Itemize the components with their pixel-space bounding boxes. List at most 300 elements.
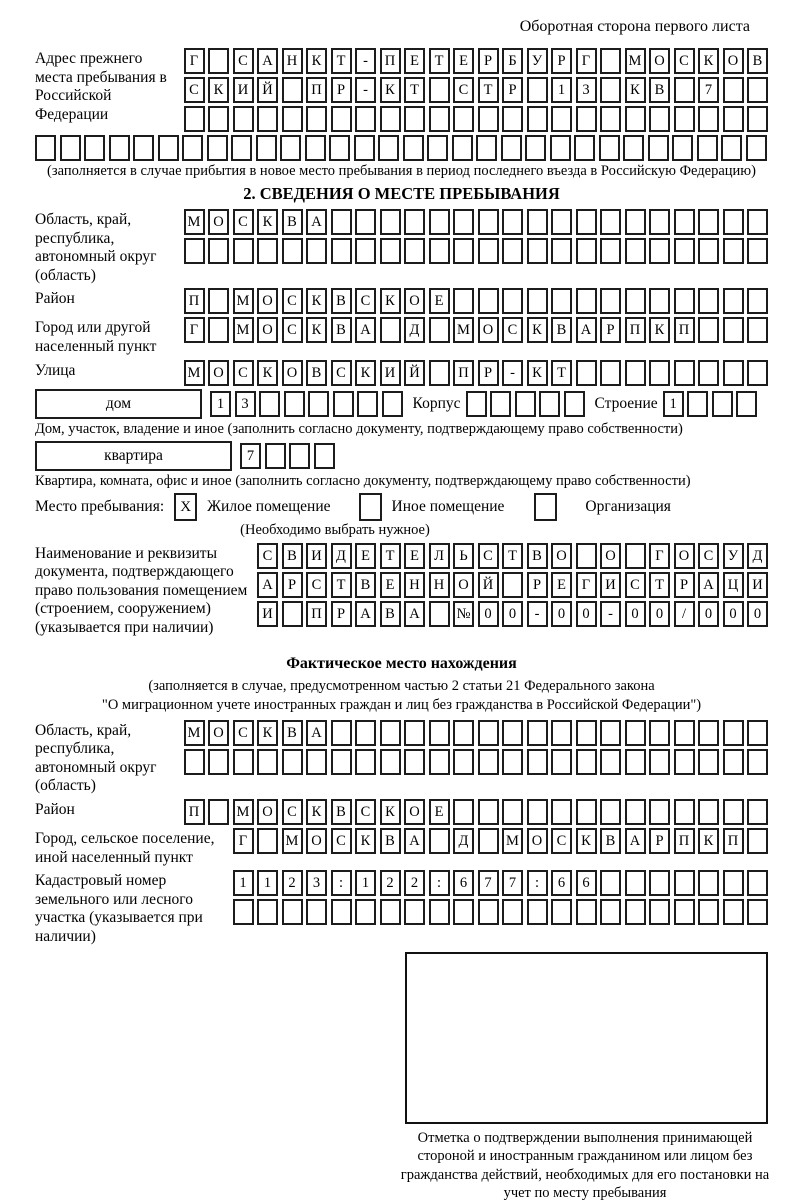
- char-box[interactable]: Т: [331, 572, 352, 598]
- char-box[interactable]: 0: [723, 601, 744, 627]
- char-box[interactable]: 1: [551, 77, 572, 103]
- char-box[interactable]: О: [674, 543, 695, 569]
- char-box[interactable]: [674, 238, 695, 264]
- char-box[interactable]: С: [625, 572, 646, 598]
- char-box[interactable]: [404, 899, 425, 925]
- char-box[interactable]: [380, 106, 401, 132]
- char-box[interactable]: П: [380, 48, 401, 74]
- char-box[interactable]: С: [306, 572, 327, 598]
- char-box[interactable]: С: [355, 799, 376, 825]
- char-box[interactable]: [747, 317, 768, 343]
- char-box[interactable]: Д: [331, 543, 352, 569]
- char-box[interactable]: [355, 749, 376, 775]
- char-box[interactable]: Р: [478, 48, 499, 74]
- char-box[interactable]: [502, 288, 523, 314]
- char-box[interactable]: 0: [698, 601, 719, 627]
- char-box[interactable]: С: [502, 317, 523, 343]
- char-box[interactable]: [698, 899, 719, 925]
- char-box[interactable]: А: [257, 48, 278, 74]
- char-box[interactable]: 7: [240, 443, 261, 469]
- char-box[interactable]: [289, 443, 310, 469]
- char-box[interactable]: О: [404, 799, 425, 825]
- char-box[interactable]: 0: [625, 601, 646, 627]
- char-box[interactable]: И: [233, 77, 254, 103]
- char-box[interactable]: [649, 799, 670, 825]
- char-box[interactable]: [723, 238, 744, 264]
- char-box[interactable]: [674, 288, 695, 314]
- char-box[interactable]: [600, 749, 621, 775]
- char-box[interactable]: [723, 77, 744, 103]
- char-box[interactable]: Г: [184, 317, 205, 343]
- char-box[interactable]: Р: [502, 77, 523, 103]
- char-box[interactable]: А: [306, 209, 327, 235]
- char-box[interactable]: О: [649, 48, 670, 74]
- char-box[interactable]: С: [478, 543, 499, 569]
- char-box[interactable]: [478, 899, 499, 925]
- char-box[interactable]: У: [723, 543, 744, 569]
- char-box[interactable]: Т: [649, 572, 670, 598]
- char-box[interactable]: С: [282, 288, 303, 314]
- char-box[interactable]: [478, 720, 499, 746]
- char-box[interactable]: Й: [404, 360, 425, 386]
- char-box[interactable]: В: [527, 543, 548, 569]
- char-box[interactable]: [380, 899, 401, 925]
- char-box[interactable]: [282, 749, 303, 775]
- char-box[interactable]: 7: [478, 870, 499, 896]
- char-box[interactable]: П: [625, 317, 646, 343]
- char-box[interactable]: А: [404, 828, 425, 854]
- char-box[interactable]: [649, 360, 670, 386]
- char-box[interactable]: 3: [576, 77, 597, 103]
- char-box[interactable]: В: [649, 77, 670, 103]
- char-box[interactable]: [282, 899, 303, 925]
- char-box[interactable]: [698, 209, 719, 235]
- char-box[interactable]: В: [282, 720, 303, 746]
- char-box[interactable]: [747, 870, 768, 896]
- char-box[interactable]: [723, 799, 744, 825]
- char-box[interactable]: [576, 799, 597, 825]
- char-box[interactable]: [551, 209, 572, 235]
- char-box[interactable]: [625, 899, 646, 925]
- char-box[interactable]: [429, 720, 450, 746]
- char-box[interactable]: [257, 238, 278, 264]
- char-box[interactable]: [331, 749, 352, 775]
- char-box[interactable]: [380, 317, 401, 343]
- char-box[interactable]: С: [355, 288, 376, 314]
- char-box[interactable]: [527, 799, 548, 825]
- char-box[interactable]: П: [306, 601, 327, 627]
- char-box[interactable]: [736, 391, 757, 417]
- char-box[interactable]: [404, 749, 425, 775]
- char-box[interactable]: :: [331, 870, 352, 896]
- char-box[interactable]: [453, 899, 474, 925]
- char-box[interactable]: В: [355, 572, 376, 598]
- char-box[interactable]: Р: [331, 77, 352, 103]
- char-box[interactable]: Т: [380, 543, 401, 569]
- char-box[interactable]: [527, 288, 548, 314]
- char-box[interactable]: [723, 106, 744, 132]
- checkbox-other-premises[interactable]: [359, 493, 382, 521]
- char-box[interactable]: :: [527, 870, 548, 896]
- char-box[interactable]: [331, 238, 352, 264]
- char-box[interactable]: О: [551, 543, 572, 569]
- char-box[interactable]: Н: [429, 572, 450, 598]
- char-box[interactable]: Й: [478, 572, 499, 598]
- char-box[interactable]: [527, 238, 548, 264]
- char-box[interactable]: [265, 443, 286, 469]
- char-box[interactable]: К: [625, 77, 646, 103]
- char-box[interactable]: [551, 238, 572, 264]
- char-box[interactable]: [306, 749, 327, 775]
- char-box[interactable]: [698, 288, 719, 314]
- char-box[interactable]: К: [355, 360, 376, 386]
- char-box[interactable]: М: [282, 828, 303, 854]
- char-box[interactable]: А: [257, 572, 278, 598]
- char-box[interactable]: Н: [282, 48, 303, 74]
- char-box[interactable]: [625, 106, 646, 132]
- char-box[interactable]: Г: [649, 543, 670, 569]
- char-box[interactable]: К: [306, 288, 327, 314]
- char-box[interactable]: [625, 360, 646, 386]
- char-box[interactable]: [625, 870, 646, 896]
- char-box[interactable]: [478, 799, 499, 825]
- char-box[interactable]: [747, 720, 768, 746]
- char-box[interactable]: [551, 288, 572, 314]
- char-box[interactable]: [355, 899, 376, 925]
- char-box[interactable]: [747, 209, 768, 235]
- char-box[interactable]: С: [184, 77, 205, 103]
- char-box[interactable]: [355, 720, 376, 746]
- char-box[interactable]: [674, 899, 695, 925]
- char-box[interactable]: И: [380, 360, 401, 386]
- char-box[interactable]: В: [306, 360, 327, 386]
- char-box[interactable]: [208, 106, 229, 132]
- char-box[interactable]: Е: [453, 48, 474, 74]
- char-box[interactable]: [747, 360, 768, 386]
- char-box[interactable]: [599, 135, 620, 161]
- char-box[interactable]: [600, 288, 621, 314]
- char-box[interactable]: [600, 106, 621, 132]
- char-box[interactable]: [625, 799, 646, 825]
- char-box[interactable]: Ь: [453, 543, 474, 569]
- char-box[interactable]: О: [257, 799, 278, 825]
- char-box[interactable]: [674, 799, 695, 825]
- char-box[interactable]: П: [723, 828, 744, 854]
- char-box[interactable]: О: [723, 48, 744, 74]
- char-box[interactable]: [502, 799, 523, 825]
- char-box[interactable]: 1: [355, 870, 376, 896]
- char-box[interactable]: В: [331, 288, 352, 314]
- char-box[interactable]: [282, 106, 303, 132]
- char-box[interactable]: [490, 391, 511, 417]
- char-box[interactable]: [453, 288, 474, 314]
- char-box[interactable]: [314, 443, 335, 469]
- char-box[interactable]: [551, 799, 572, 825]
- char-box[interactable]: [158, 135, 179, 161]
- char-box[interactable]: [453, 209, 474, 235]
- char-box[interactable]: Т: [551, 360, 572, 386]
- char-box[interactable]: [403, 135, 424, 161]
- char-box[interactable]: Г: [576, 48, 597, 74]
- char-box[interactable]: [282, 77, 303, 103]
- char-box[interactable]: Л: [429, 543, 450, 569]
- char-box[interactable]: [429, 238, 450, 264]
- char-box[interactable]: [280, 135, 301, 161]
- char-box[interactable]: [453, 720, 474, 746]
- char-box[interactable]: 3: [306, 870, 327, 896]
- char-box[interactable]: [747, 238, 768, 264]
- char-box[interactable]: П: [453, 360, 474, 386]
- char-box[interactable]: К: [257, 720, 278, 746]
- char-box[interactable]: [502, 209, 523, 235]
- char-box[interactable]: [723, 870, 744, 896]
- char-box[interactable]: Р: [527, 572, 548, 598]
- char-box[interactable]: [502, 238, 523, 264]
- char-box[interactable]: [429, 317, 450, 343]
- char-box[interactable]: 6: [576, 870, 597, 896]
- char-box[interactable]: [380, 238, 401, 264]
- char-box[interactable]: Е: [429, 799, 450, 825]
- char-box[interactable]: [208, 799, 229, 825]
- char-box[interactable]: И: [747, 572, 768, 598]
- char-box[interactable]: Т: [331, 48, 352, 74]
- char-box[interactable]: [60, 135, 81, 161]
- char-box[interactable]: [649, 870, 670, 896]
- char-box[interactable]: [551, 899, 572, 925]
- char-box[interactable]: 3: [235, 391, 256, 417]
- char-box[interactable]: [674, 720, 695, 746]
- char-box[interactable]: С: [233, 48, 254, 74]
- char-box[interactable]: [672, 135, 693, 161]
- char-box[interactable]: [257, 106, 278, 132]
- char-box[interactable]: В: [551, 317, 572, 343]
- char-box[interactable]: [478, 288, 499, 314]
- char-box[interactable]: 0: [747, 601, 768, 627]
- char-box[interactable]: А: [576, 317, 597, 343]
- char-box[interactable]: О: [257, 288, 278, 314]
- char-box[interactable]: 2: [380, 870, 401, 896]
- char-box[interactable]: [429, 601, 450, 627]
- char-box[interactable]: [649, 749, 670, 775]
- char-box[interactable]: И: [306, 543, 327, 569]
- char-box[interactable]: [133, 135, 154, 161]
- char-box[interactable]: №: [453, 601, 474, 627]
- char-box[interactable]: [257, 899, 278, 925]
- char-box[interactable]: К: [306, 317, 327, 343]
- char-box[interactable]: [453, 799, 474, 825]
- char-box[interactable]: [502, 106, 523, 132]
- char-box[interactable]: Р: [478, 360, 499, 386]
- char-box[interactable]: [331, 106, 352, 132]
- char-box[interactable]: К: [527, 317, 548, 343]
- char-box[interactable]: [305, 135, 326, 161]
- char-box[interactable]: [576, 360, 597, 386]
- char-box[interactable]: [551, 720, 572, 746]
- char-box[interactable]: С: [551, 828, 572, 854]
- char-box[interactable]: [355, 106, 376, 132]
- char-box[interactable]: [308, 391, 329, 417]
- char-box[interactable]: [257, 828, 278, 854]
- char-box[interactable]: [625, 720, 646, 746]
- char-box[interactable]: [306, 899, 327, 925]
- char-box[interactable]: [550, 135, 571, 161]
- char-box[interactable]: [501, 135, 522, 161]
- char-box[interactable]: К: [576, 828, 597, 854]
- char-box[interactable]: 0: [478, 601, 499, 627]
- char-box[interactable]: [649, 106, 670, 132]
- char-box[interactable]: 1: [257, 870, 278, 896]
- char-box[interactable]: [453, 238, 474, 264]
- char-box[interactable]: [698, 106, 719, 132]
- char-box[interactable]: Е: [404, 543, 425, 569]
- char-box[interactable]: [233, 899, 254, 925]
- checkbox-organization[interactable]: [534, 493, 557, 521]
- char-box[interactable]: О: [208, 720, 229, 746]
- char-box[interactable]: [452, 135, 473, 161]
- char-box[interactable]: А: [698, 572, 719, 598]
- char-box[interactable]: [576, 749, 597, 775]
- char-box[interactable]: П: [674, 317, 695, 343]
- char-box[interactable]: [466, 391, 487, 417]
- char-box[interactable]: П: [306, 77, 327, 103]
- char-box[interactable]: А: [625, 828, 646, 854]
- char-box[interactable]: [576, 720, 597, 746]
- char-box[interactable]: В: [282, 543, 303, 569]
- char-box[interactable]: О: [257, 317, 278, 343]
- char-box[interactable]: [600, 899, 621, 925]
- char-box[interactable]: Й: [257, 77, 278, 103]
- char-box[interactable]: [747, 106, 768, 132]
- char-box[interactable]: [723, 360, 744, 386]
- char-box[interactable]: [698, 720, 719, 746]
- char-box[interactable]: [380, 209, 401, 235]
- char-box[interactable]: В: [600, 828, 621, 854]
- char-box[interactable]: [109, 135, 130, 161]
- char-box[interactable]: [747, 799, 768, 825]
- char-box[interactable]: [357, 391, 378, 417]
- char-box[interactable]: [674, 106, 695, 132]
- char-box[interactable]: Е: [380, 572, 401, 598]
- char-box[interactable]: [698, 238, 719, 264]
- char-box[interactable]: М: [453, 317, 474, 343]
- char-box[interactable]: [747, 828, 768, 854]
- char-box[interactable]: [84, 135, 105, 161]
- char-box[interactable]: Б: [502, 48, 523, 74]
- house-field-box[interactable]: дом: [35, 389, 202, 419]
- char-box[interactable]: С: [233, 209, 254, 235]
- char-box[interactable]: [698, 749, 719, 775]
- char-box[interactable]: Н: [404, 572, 425, 598]
- char-box[interactable]: Р: [331, 601, 352, 627]
- char-box[interactable]: 7: [502, 870, 523, 896]
- char-box[interactable]: Ц: [723, 572, 744, 598]
- char-box[interactable]: О: [600, 543, 621, 569]
- char-box[interactable]: М: [502, 828, 523, 854]
- char-box[interactable]: [329, 135, 350, 161]
- char-box[interactable]: С: [282, 799, 303, 825]
- char-box[interactable]: [331, 209, 352, 235]
- char-box[interactable]: [256, 135, 277, 161]
- char-box[interactable]: Е: [551, 572, 572, 598]
- char-box[interactable]: [515, 391, 536, 417]
- char-box[interactable]: [306, 106, 327, 132]
- char-box[interactable]: [208, 317, 229, 343]
- char-box[interactable]: К: [208, 77, 229, 103]
- char-box[interactable]: /: [674, 601, 695, 627]
- char-box[interactable]: [502, 572, 523, 598]
- char-box[interactable]: [576, 209, 597, 235]
- char-box[interactable]: Р: [282, 572, 303, 598]
- char-box[interactable]: Т: [429, 48, 450, 74]
- char-box[interactable]: [184, 106, 205, 132]
- char-box[interactable]: [378, 135, 399, 161]
- char-box[interactable]: [574, 135, 595, 161]
- char-box[interactable]: -: [527, 601, 548, 627]
- char-box[interactable]: 0: [576, 601, 597, 627]
- char-box[interactable]: 1: [233, 870, 254, 896]
- char-box[interactable]: В: [747, 48, 768, 74]
- char-box[interactable]: С: [453, 77, 474, 103]
- char-box[interactable]: [355, 209, 376, 235]
- char-box[interactable]: [427, 135, 448, 161]
- char-box[interactable]: [478, 106, 499, 132]
- char-box[interactable]: [231, 135, 252, 161]
- char-box[interactable]: [649, 238, 670, 264]
- char-box[interactable]: 1: [210, 391, 231, 417]
- char-box[interactable]: [723, 720, 744, 746]
- char-box[interactable]: П: [184, 799, 205, 825]
- char-box[interactable]: [208, 48, 229, 74]
- char-box[interactable]: [184, 749, 205, 775]
- char-box[interactable]: К: [380, 799, 401, 825]
- char-box[interactable]: [564, 391, 585, 417]
- char-box[interactable]: [331, 720, 352, 746]
- char-box[interactable]: И: [257, 601, 278, 627]
- char-box[interactable]: О: [208, 209, 229, 235]
- char-box[interactable]: [600, 799, 621, 825]
- char-box[interactable]: [527, 106, 548, 132]
- char-box[interactable]: Т: [404, 77, 425, 103]
- char-box[interactable]: Д: [404, 317, 425, 343]
- char-box[interactable]: Е: [355, 543, 376, 569]
- char-box[interactable]: [625, 543, 646, 569]
- char-box[interactable]: [527, 720, 548, 746]
- char-box[interactable]: С: [698, 543, 719, 569]
- char-box[interactable]: -: [502, 360, 523, 386]
- char-box[interactable]: [233, 106, 254, 132]
- char-box[interactable]: [600, 870, 621, 896]
- char-box[interactable]: [208, 238, 229, 264]
- char-box[interactable]: [576, 106, 597, 132]
- char-box[interactable]: [747, 899, 768, 925]
- char-box[interactable]: [478, 238, 499, 264]
- char-box[interactable]: [600, 360, 621, 386]
- char-box[interactable]: [551, 749, 572, 775]
- char-box[interactable]: [429, 360, 450, 386]
- char-box[interactable]: [712, 391, 733, 417]
- char-box[interactable]: С: [331, 360, 352, 386]
- char-box[interactable]: К: [380, 288, 401, 314]
- char-box[interactable]: А: [404, 601, 425, 627]
- char-box[interactable]: П: [184, 288, 205, 314]
- char-box[interactable]: Г: [233, 828, 254, 854]
- char-box[interactable]: -: [355, 77, 376, 103]
- checkbox-residential[interactable]: X: [174, 493, 197, 521]
- char-box[interactable]: А: [355, 601, 376, 627]
- char-box[interactable]: [600, 77, 621, 103]
- char-box[interactable]: [233, 749, 254, 775]
- char-box[interactable]: К: [527, 360, 548, 386]
